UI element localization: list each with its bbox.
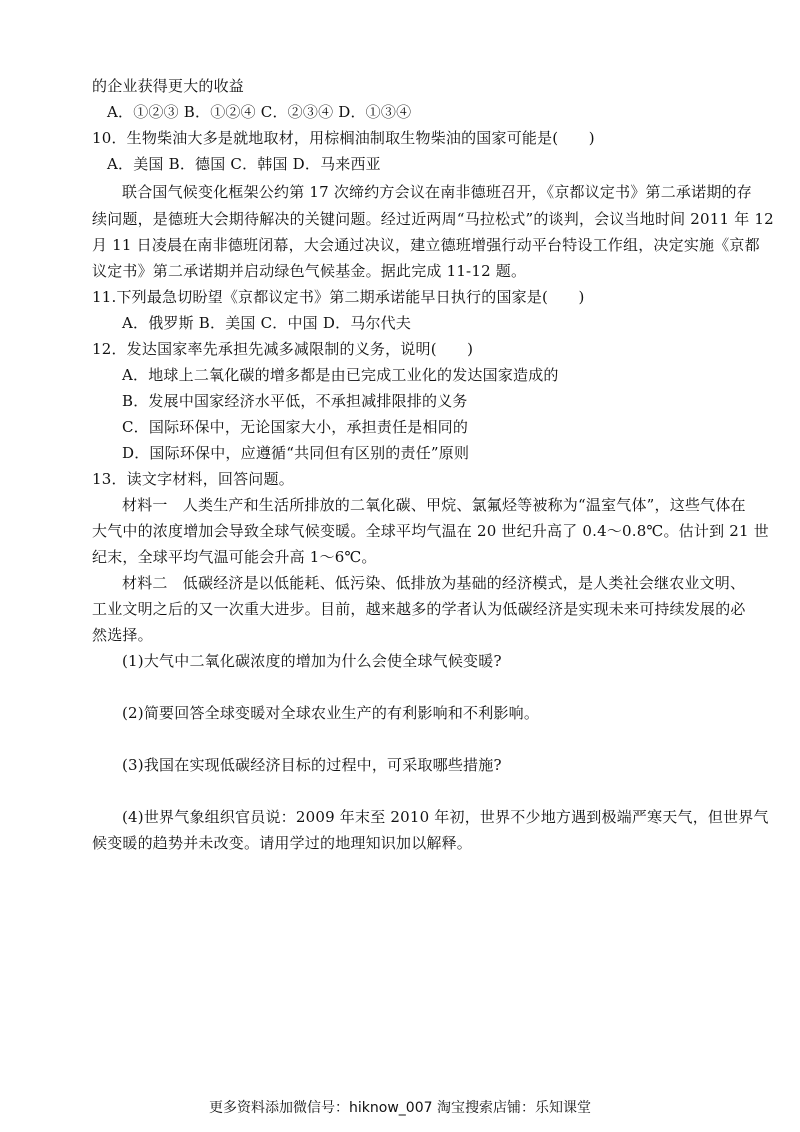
q13-sub-2: (2)简要回答全球变暖对全球农业生产的有利影响和不利影响。 bbox=[122, 704, 540, 722]
material-1-line-1: 材料一 人类生产和生活所排放的二氧化碳、甲烷、氯氟烃等被称为“温室气体”，这些气体在 bbox=[122, 496, 746, 514]
material-2-line-1: 材料二 低碳经济是以低能耗、低污染、低排放为基础的经济模式，是人类社会继农业文明、 bbox=[122, 574, 746, 592]
q13-stem: 13．读文字材料，回答问题。 bbox=[92, 470, 294, 488]
passage-line-4: 议定书》第二承诺期并启动绿色气候基金。据此完成 11-12 题。 bbox=[92, 262, 527, 280]
passage-line-2: 续问题，是德班大会期待解决的关键问题。经过近两周“马拉松式”的谈判，会议当地时间 2011 年 12 bbox=[92, 210, 774, 228]
page-footer: 更多资料添加微信号：hiknow_007 淘宝搜索店铺：乐知课堂 bbox=[209, 1100, 591, 1116]
q12-option-b: B．发展中国家经济水平低，不承担减排限排的义务 bbox=[122, 392, 468, 410]
q12-stem: 12．发达国家率先承担先减多减限制的义务，说明( ) bbox=[92, 340, 474, 358]
q13-sub-1: (1)大气中二氧化碳浓度的增加为什么会使全球气候变暖? bbox=[122, 652, 502, 670]
text-line-continuation: 的企业获得更大的收益 bbox=[92, 77, 245, 95]
q13-sub-4-line-2: 候变暖的趋势并未改变。请用学过的地理知识加以解释。 bbox=[92, 834, 473, 852]
q12-option-c: C．国际环保中，无论国家大小，承担责任是相同的 bbox=[122, 418, 469, 436]
q13-sub-4-line-1: (4)世界气象组织官员说：2009 年末至 2010 年初，世界不少地方遇到极端严寒天气，但世界气 bbox=[122, 808, 769, 826]
q10-stem: 10．生物柴油大多是就地取材，用棕榈油制取生物柴油的国家可能是( ) bbox=[92, 129, 595, 147]
q11-options: A．俄罗斯 B．美国 C．中国 D．马尔代夫 bbox=[122, 314, 412, 332]
passage-line-1: 联合国气候变化框架公约第 17 次缔约方会议在南非德班召开，《京都议定书》第二承诺期的存 bbox=[122, 183, 752, 201]
q9-options: A．①②③ B．①②④ C．②③④ D．①③④ bbox=[107, 103, 412, 121]
material-2-line-3: 然选择。 bbox=[92, 626, 153, 644]
q12-option-d: D．国际环保中，应遵循“共同但有区别的责任”原则 bbox=[122, 444, 470, 462]
material-1-line-3: 纪末，全球平均气温可能会升高 1～6℃。 bbox=[92, 548, 377, 566]
q13-sub-3: (3)我国在实现低碳经济目标的过程中，可采取哪些措施? bbox=[122, 756, 502, 774]
q12-option-a: A．地球上二氧化碳的增多都是由已完成工业化的发达国家造成的 bbox=[122, 366, 559, 384]
material-2-line-2: 工业文明之后的又一次重大进步。目前，越来越多的学者认为低碳经济是实现未来可持续发展的必 bbox=[92, 600, 746, 618]
passage-line-3: 月 11 日凌晨在南非德班闭幕，大会通过决议，建立德班增强行动平台特设工作组，决定实施《京都 bbox=[92, 236, 760, 254]
q10-options: A．美国 B．德国 C．韩国 D．马来西亚 bbox=[107, 155, 381, 173]
q11-stem: 11.下列最急切盼望《京都议定书》第二期承诺能早日执行的国家是( ) bbox=[92, 288, 585, 306]
material-1-line-2: 大气中的浓度增加会导致全球气候变暖。全球平均气温在 20 世纪升高了 0.4～0.8℃。估计到 21 世 bbox=[92, 522, 769, 540]
